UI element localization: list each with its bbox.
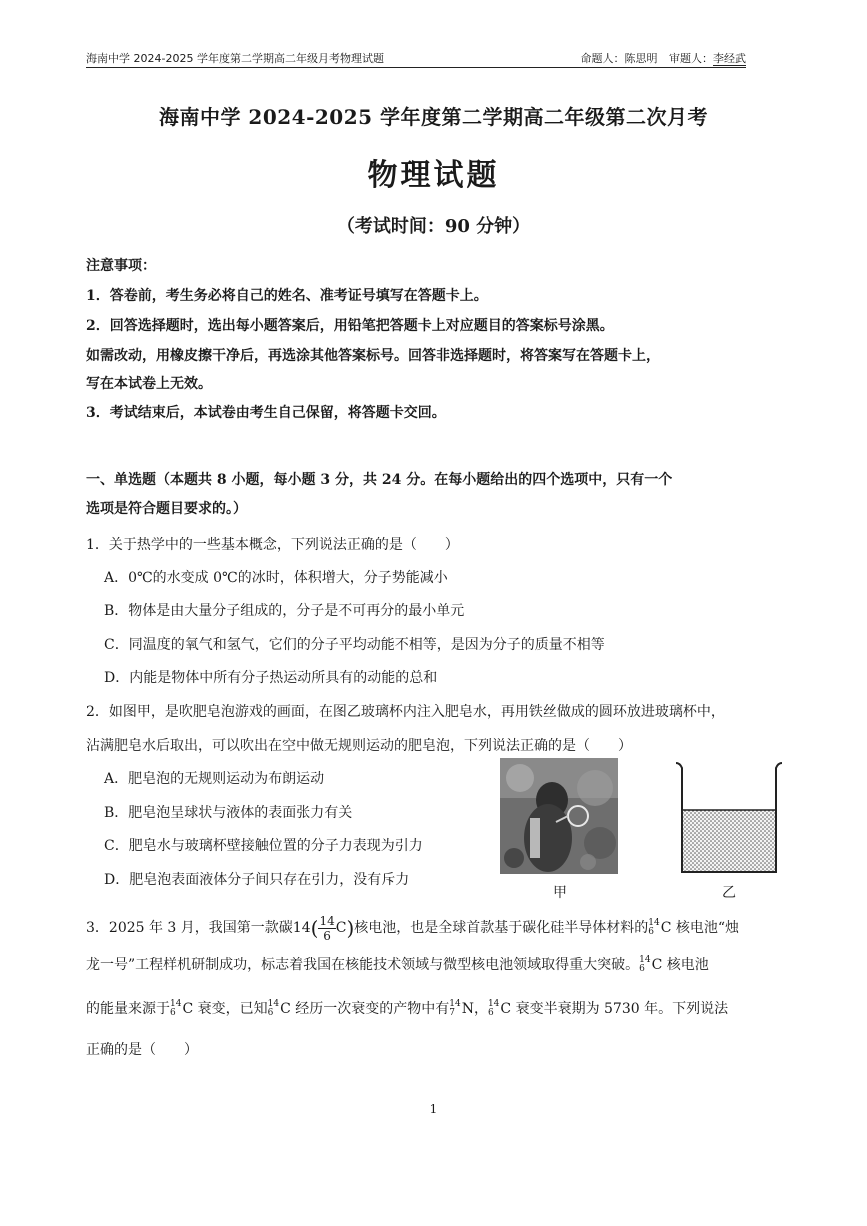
question-1-option-b: B．物体是由大量分子组成的，分子是不可再分的最小单元 — [104, 603, 465, 619]
header-exam-name: 海南中学 2024-2025 学年度第二学期高二年级月考物理试题 — [86, 52, 384, 65]
question-3-stem-cont — [86, 955, 766, 975]
q3-text: 14 — [292, 920, 311, 936]
notes-heading: 注意事项： — [86, 258, 156, 274]
q3-text: C 衰变，已知 — [182, 1001, 268, 1017]
carbon-fraction — [318, 914, 335, 943]
nuclide-c14: 14 6 — [487, 999, 500, 1018]
nuclide-c14: 14 6 — [170, 999, 182, 1018]
section-heading: 一、单选题（本题共 8 小题，每小题 3 分，共 24 分。在每小题给出的四个选项中，只有一个 — [86, 472, 673, 488]
element-symbol: C — [335, 920, 347, 936]
fraction-denominator: 6 — [323, 928, 331, 943]
beaker-figure — [674, 760, 784, 876]
page-header — [86, 52, 746, 68]
question-3-stem-cont — [86, 999, 766, 1019]
q3-text: N， — [461, 1001, 488, 1017]
q3-text: 龙一号”工程样机研制成功，标志着我国在核能技术领域与微型核电池领域取得重大突破。 — [86, 957, 640, 973]
question-2-option-a: A．肥皂泡的无规则运动为布朗运动 — [104, 771, 325, 787]
question-1-option-c: C．同温度的氧气和氢气，它们的分子平均动能不相等，是因为分子的质量不相等 — [104, 637, 605, 653]
q3-text: 3．2025 年 3 月，我国第一款碳 — [86, 920, 293, 936]
header-reviewer-label: 审题人： — [669, 52, 713, 65]
notes-item: 如需改动，用橡皮擦干净后，再选涂其他答案标号。回答非选择题时，将答案写在答题卡上， — [86, 348, 660, 364]
question-3-stem: 3．2025 年 3 月，我国第一款碳14( $\frac{14}{6}$ C)核电池，也是全球首款基于碳化硅半导体材料的 14 6 C 核电池“烛 — [86, 913, 740, 943]
q3-text: C 核电池 — [651, 957, 709, 973]
figure-label-jia: 甲 — [553, 885, 567, 901]
header-authors — [573, 52, 747, 66]
notes-item: 1．答卷前，考生务必将自己的姓名、准考证号填写在答题卡上。 — [86, 288, 488, 304]
q3-text: 的能量来源于 — [86, 1001, 170, 1017]
notes-item: 2．回答选择题时，选出每小题答案后，用铅笔把答题卡上对应题目的答案标号涂黑。 — [86, 318, 614, 334]
header-author: 命题人：陈思明 — [580, 52, 658, 65]
subject-title: 物理试题 — [367, 158, 500, 193]
question-3-stem-end: 正确的是（ ） — [86, 1042, 198, 1058]
question-1-option-d: D．内能是物体中所有分子热运动所具有的动能的总和 — [104, 670, 438, 686]
question-2-option-c: C．肥皂水与玻璃杯壁接触位置的分子力表现为引力 — [104, 838, 423, 854]
question-1-stem: 1．关于热学中的一些基本概念，下列说法正确的是（ ） — [86, 537, 459, 553]
nuclide-n14: 14 7 — [449, 999, 461, 1018]
exam-duration: （考试时间：90 分钟） — [336, 216, 531, 237]
bubble-photo-image — [500, 758, 618, 874]
nuclide-c14: 14 6 — [648, 918, 660, 937]
question-2-option-b: B．肥皂泡呈球状与液体的表面张力有关 — [104, 805, 353, 821]
page-number: 1 — [429, 1102, 438, 1116]
question-2-option-d: D．肥皂泡表面液体分子间只存在引力，没有斥力 — [104, 872, 410, 888]
nuclide-c14: 14 6 — [639, 955, 651, 974]
bubble-photo-figure — [500, 758, 618, 874]
exam-title: 海南中学 2024-2025 学年度第二学期高二年级第二次月考 — [158, 105, 709, 129]
q3-text: C 衰变半衰期为 5730 年。下列说法 — [500, 1001, 729, 1017]
header-reviewer-signature: 李经武 — [713, 52, 746, 65]
question-1-option-a: A．0℃的水变成 0℃的冰时，体积增大，分子势能减小 — [104, 570, 448, 586]
q3-text: C 核电池“烛 — [660, 920, 740, 936]
section-heading-cont: 选项是符合题目要求的。） — [86, 501, 247, 517]
beaker-image — [674, 760, 784, 876]
question-2-stem-cont: 沾满肥皂水后取出，可以吹出在空中做无规则运动的肥皂泡，下列说法正确的是（ ） — [86, 738, 632, 754]
notes-item: 写在本试卷上无效。 — [86, 376, 212, 392]
q3-text: 核电池，也是全球首款基于碳化硅半导体材料的 — [354, 920, 649, 936]
fraction-numerator: 14 — [319, 913, 335, 928]
figure-label-yi: 乙 — [722, 885, 736, 901]
q3-text: C 经历一次衰变的产物中有 — [280, 1001, 450, 1017]
question-2-stem: 2．如图甲，是吹肥皂泡游戏的画面，在图乙玻璃杯内注入肥皂水，再用铁丝做成的圆环放进玻璃杯中， — [86, 704, 725, 720]
nuclide-c14: 14 6 — [267, 999, 280, 1018]
notes-item: 3．考试结束后，本试卷由考生自己保留，将答题卡交回。 — [86, 405, 446, 421]
